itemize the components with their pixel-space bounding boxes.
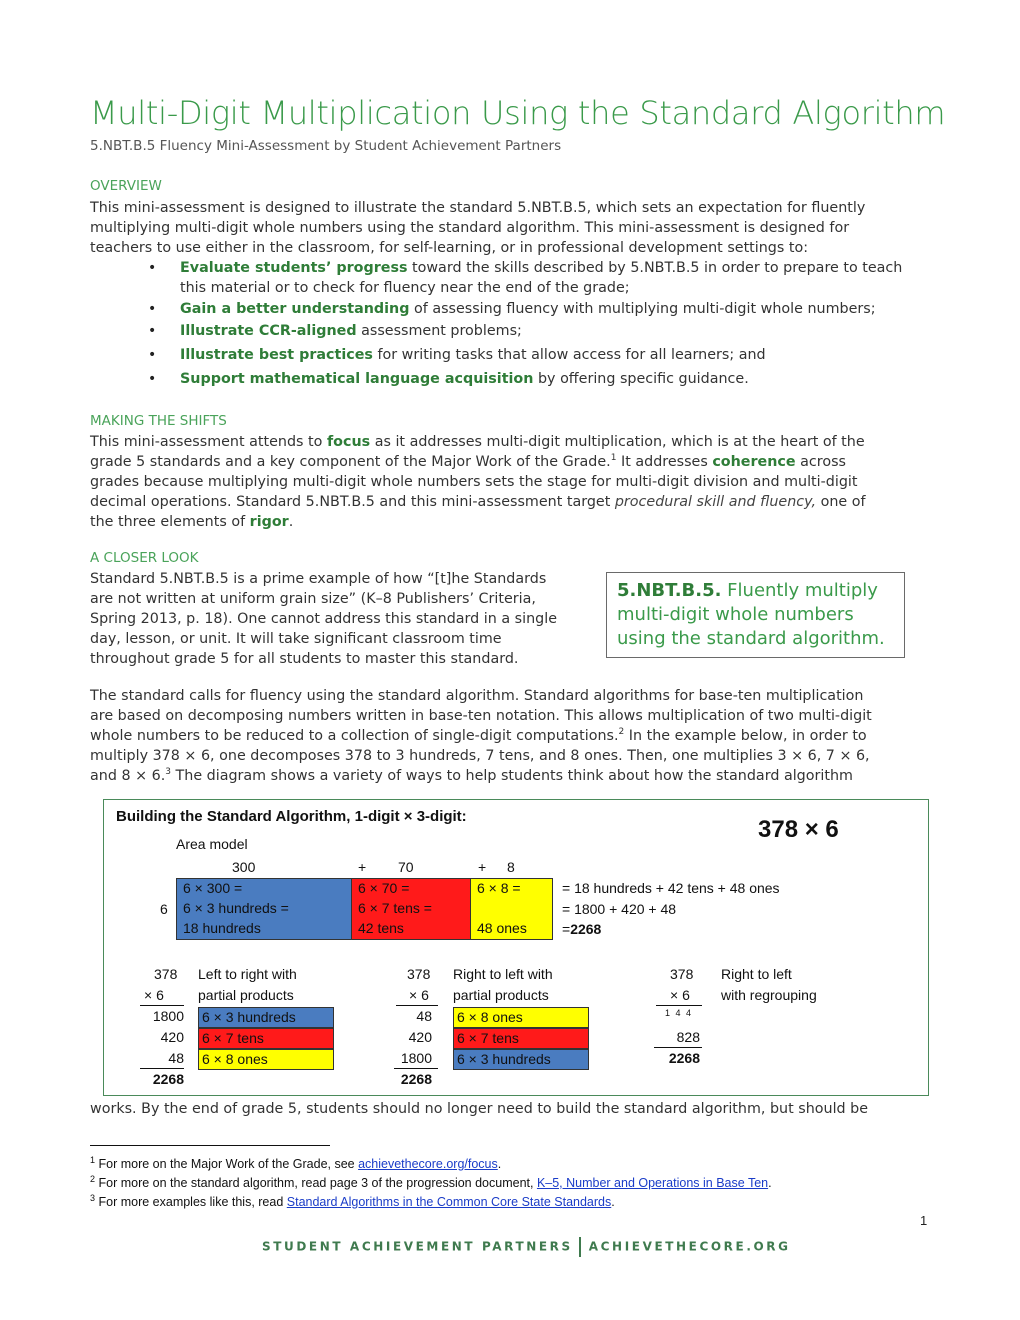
equation-line xyxy=(562,921,601,937)
bullet-label: Evaluate students’ progress xyxy=(180,260,408,276)
text-run: one of xyxy=(816,494,866,510)
bullet-label: Illustrate best practices xyxy=(180,347,373,363)
equation-line: = 18 hundreds + 42 tens + 48 ones xyxy=(562,880,780,896)
underline xyxy=(140,1005,184,1006)
text-run: . xyxy=(288,514,294,530)
text-run: For more on the standard algorithm, read page 3 of the progression document, xyxy=(95,1176,537,1190)
text-run: For more on the Major Work of the Grade, see xyxy=(95,1157,359,1171)
text-line: multiply 378 × 6, one decomposes 378 to 3 hundreds, 7 tens, and 8 ones. Then, one multiplies 3 × 6, 7 × 6, xyxy=(90,748,870,764)
footnote-ref: 3 xyxy=(165,767,171,778)
underline xyxy=(394,1068,438,1069)
product-result: 828 xyxy=(676,1029,700,1045)
bullet-text: by offering specific guidance. xyxy=(533,371,749,387)
bullet-label: Support mathematical language acquisition xyxy=(180,371,534,387)
text-line: multiplying multi-digit whole numbers using the standard algorithm. This mini-assessment is designed for xyxy=(90,220,850,236)
text-line: grades because multiplying multi-digit whole numbers sets the stage for multi-digit division and multi-digit xyxy=(90,474,858,490)
place-value-label: 8 xyxy=(507,859,515,875)
emphasis-text: procedural skill and fluency, xyxy=(614,494,817,510)
method-label: Right to left with xyxy=(453,966,553,982)
text-line xyxy=(90,726,930,746)
algorithm-paragraph xyxy=(90,686,930,786)
product-total: 2268 xyxy=(152,1071,184,1087)
area-ones-cell xyxy=(470,878,553,940)
footnote-number: 2 xyxy=(90,1173,96,1184)
algorithm-figure xyxy=(103,799,929,1096)
partial-ones-cell xyxy=(198,1049,334,1070)
cell-text: 6 × 7 tens xyxy=(202,1030,264,1046)
bullet-item xyxy=(90,345,940,365)
cell-text: 6 × 70 = xyxy=(358,880,410,896)
cell-text: 6 × 8 = xyxy=(477,880,521,896)
partial-hundreds-cell xyxy=(453,1049,589,1070)
bullet-label: Illustrate CCR-aligned xyxy=(180,323,357,339)
method-label: Left to right with xyxy=(198,966,297,982)
focus-link[interactable]: achievethecore.org/focus xyxy=(358,1157,498,1171)
text-run: across xyxy=(795,454,846,470)
text-run: It addresses xyxy=(616,454,713,470)
text-line: The standard calls for fluency using the standard algorithm. Standard algorithms for base-ten multiplication xyxy=(90,688,864,704)
bullet-icon: • xyxy=(148,301,157,317)
multiplicand: 378 xyxy=(407,966,431,982)
footer-divider xyxy=(579,1237,581,1257)
footer-logo xyxy=(262,1237,791,1257)
bullet-text: toward the skills described by 5.NBT.B.5 in order to prepare to teach xyxy=(407,260,903,276)
factor-label: 6 xyxy=(160,901,168,917)
multiplier: × 6 xyxy=(670,987,690,1003)
area-hundreds-cell xyxy=(176,878,352,940)
footnote-2 xyxy=(90,1173,772,1190)
text-run: The diagram shows a variety of ways to help students think about how the standard algorithm xyxy=(170,768,853,784)
figure-title: Building the Standard Algorithm, 1-digit × 3-digit: xyxy=(116,808,467,825)
place-value-label: 300 xyxy=(232,859,256,875)
continued-paragraph xyxy=(90,1099,930,1119)
cell-text: 18 hundreds xyxy=(183,920,261,936)
bullet-label: Gain a better understanding xyxy=(180,301,410,317)
partial-product: 420 xyxy=(160,1029,184,1045)
multiplicand: 378 xyxy=(154,966,178,982)
footnote-1 xyxy=(90,1154,502,1171)
focus-term: focus xyxy=(326,434,371,450)
footnote-ref: 2 xyxy=(618,727,625,738)
underline xyxy=(140,1068,184,1069)
overview-paragraph xyxy=(90,198,930,258)
text-line: are not written at uniform grain size” (K–8 Publishers’ Criteria, xyxy=(90,591,536,607)
cell-text: 42 tens xyxy=(358,920,404,936)
bullet-item xyxy=(90,258,940,298)
standard-callout-box xyxy=(606,572,905,658)
page-subtitle: 5.NBT.B.5 Fluency Mini-Assessment by Student Achievement Partners xyxy=(90,138,562,154)
text-run: = xyxy=(562,921,571,937)
partial-product: 1800 xyxy=(152,1008,184,1024)
partial-product: 1800 xyxy=(400,1050,432,1066)
partial-product: 48 xyxy=(416,1008,432,1024)
bullet-item xyxy=(90,369,940,389)
text-line: Standard 5.NBT.B.5 is a prime example of how “[t]he Standards xyxy=(90,571,547,587)
multiplier: × 6 xyxy=(144,987,164,1003)
bullet-icon: • xyxy=(148,260,157,276)
text-line: Spring 2013, p. 18). One cannot address this standard in a single xyxy=(90,611,557,627)
partial-tens-cell xyxy=(453,1028,589,1049)
area-tens-cell xyxy=(351,878,471,940)
text-run: the three elements of xyxy=(90,514,250,530)
text-line: day, lesson, or unit. It will take significant classroom time xyxy=(90,631,502,647)
figure-expression: 378 × 6 xyxy=(758,816,839,843)
footnote-divider xyxy=(90,1145,330,1146)
cell-text: 6 × 3 hundreds xyxy=(457,1051,551,1067)
text-line xyxy=(90,452,930,472)
cell-text: 6 × 3 hundreds xyxy=(202,1009,296,1025)
text-line: throughout grade 5 for all students to master this standard. xyxy=(90,651,519,667)
footer-org-name: STUDENT ACHIEVEMENT PARTNERS xyxy=(262,1239,573,1254)
partial-tens-cell xyxy=(198,1028,334,1049)
coherence-term: coherence xyxy=(712,454,796,470)
bullet-icon: • xyxy=(148,371,157,387)
underline xyxy=(656,1005,702,1006)
progression-link[interactable]: K–5, Number and Operations in Base Ten xyxy=(536,1176,769,1190)
text-run: In the example below, in order to xyxy=(624,728,867,744)
text-line xyxy=(90,766,930,786)
equation-line: = 1800 + 420 + 48 xyxy=(562,901,677,917)
method-label: with regrouping xyxy=(721,987,817,1003)
product-total: 2268 xyxy=(668,1050,700,1066)
partial-product: 48 xyxy=(168,1050,184,1066)
text-line xyxy=(90,492,930,512)
method-label: partial products xyxy=(198,987,294,1003)
callout-text: multi-digit whole numbers xyxy=(617,604,854,625)
bullet-text-continued: this material or to check for fluency near the end of the grade; xyxy=(180,280,630,296)
text-run: grade 5 standards and a key component of the Major Work of the Grade. xyxy=(90,454,611,470)
footer-website: ACHIEVETHECORE.ORG xyxy=(588,1239,791,1254)
page-number: 1 xyxy=(920,1213,928,1228)
cell-text: 6 × 8 ones xyxy=(457,1009,523,1025)
partial-product: 420 xyxy=(408,1029,432,1045)
bullet-item xyxy=(90,321,940,341)
plus-sign: + xyxy=(358,859,367,875)
place-value-label: 70 xyxy=(398,859,414,875)
shifts-heading: MAKING THE SHIFTS xyxy=(90,413,227,429)
underline xyxy=(654,1047,702,1048)
text-run: This mini-assessment attends to xyxy=(90,434,327,450)
equation-total: 2268 xyxy=(570,921,602,937)
overview-heading: OVERVIEW xyxy=(90,178,162,194)
text-line: works. By the end of grade 5, students should no longer need to build the standard algorithm, but should be xyxy=(90,1101,869,1117)
overview-bullet-list xyxy=(90,258,940,389)
footnote-3 xyxy=(90,1192,615,1209)
text-line xyxy=(90,512,930,532)
partial-hundreds-cell xyxy=(198,1007,334,1028)
text-run: . xyxy=(611,1195,615,1209)
multiplicand: 378 xyxy=(670,966,694,982)
cell-text: 48 ones xyxy=(477,920,527,936)
text-run: . xyxy=(497,1157,502,1171)
text-run: as it addresses multi-digit multiplication, which is at the heart of the xyxy=(370,434,865,450)
bullet-text: assessment problems; xyxy=(356,323,522,339)
cell-text: 6 × 300 = xyxy=(183,880,243,896)
text-line: are based on decomposing numbers written in base-ten notation. This allows multiplication of two multi-digit xyxy=(90,708,872,724)
shifts-paragraph xyxy=(90,432,930,532)
cell-text: 6 × 3 hundreds = xyxy=(183,900,289,916)
product-total: 2268 xyxy=(400,1071,432,1087)
plus-sign: + xyxy=(478,859,487,875)
callout-text: Fluently multiply xyxy=(721,580,878,601)
footnote-ref: 1 xyxy=(610,453,617,464)
cell-text: 6 × 8 ones xyxy=(202,1051,268,1067)
text-run: whole numbers to be reduced to a collection of single-digit computations. xyxy=(90,728,619,744)
bullet-text: for writing tasks that allow access for all learners; and xyxy=(372,347,766,363)
carry-digits: 1 4 4 xyxy=(665,1008,693,1018)
text-run: . xyxy=(768,1176,772,1190)
text-run: and 8 × 6. xyxy=(90,768,166,784)
standard-code: 5.NBT.B.5. xyxy=(617,580,722,601)
callout-text: using the standard algorithm. xyxy=(617,628,885,649)
underline xyxy=(396,1005,438,1006)
bullet-text: of assessing fluency with multiplying multi-digit whole numbers; xyxy=(409,301,876,317)
bullet-icon: • xyxy=(148,347,157,363)
footnote-number: 3 xyxy=(90,1192,96,1203)
bullet-icon: • xyxy=(148,323,157,339)
text-line xyxy=(90,432,930,452)
multiplier: × 6 xyxy=(409,987,429,1003)
bullet-item xyxy=(90,299,940,319)
area-model-label: Area model xyxy=(176,836,248,852)
partial-ones-cell xyxy=(453,1007,589,1028)
text-line: This mini-assessment is designed to illustrate the standard 5.NBT.B.5, which sets an expectation for fluently xyxy=(90,200,866,216)
text-line: teachers to use either in the classroom, for self-learning, or in professional development settings to: xyxy=(90,240,809,256)
closer-look-heading: A CLOSER LOOK xyxy=(90,550,199,566)
rigor-term: rigor xyxy=(249,514,289,530)
cell-text: 6 × 7 tens = xyxy=(358,900,432,916)
text-run: decimal operations. Standard 5.NBT.B.5 and this mini-assessment target xyxy=(90,494,615,510)
method-label: Right to left xyxy=(721,966,792,982)
page-title: Multi-Digit Multiplication Using the Standard Algorithm xyxy=(90,94,946,132)
closer-look-paragraph xyxy=(90,569,590,669)
standard-algorithms-link[interactable]: Standard Algorithms in the Common Core State Standards xyxy=(286,1195,612,1209)
footnote-number: 1 xyxy=(90,1154,96,1165)
text-run: For more examples like this, read xyxy=(95,1195,287,1209)
cell-text: 6 × 7 tens xyxy=(457,1030,519,1046)
method-label: partial products xyxy=(453,987,549,1003)
